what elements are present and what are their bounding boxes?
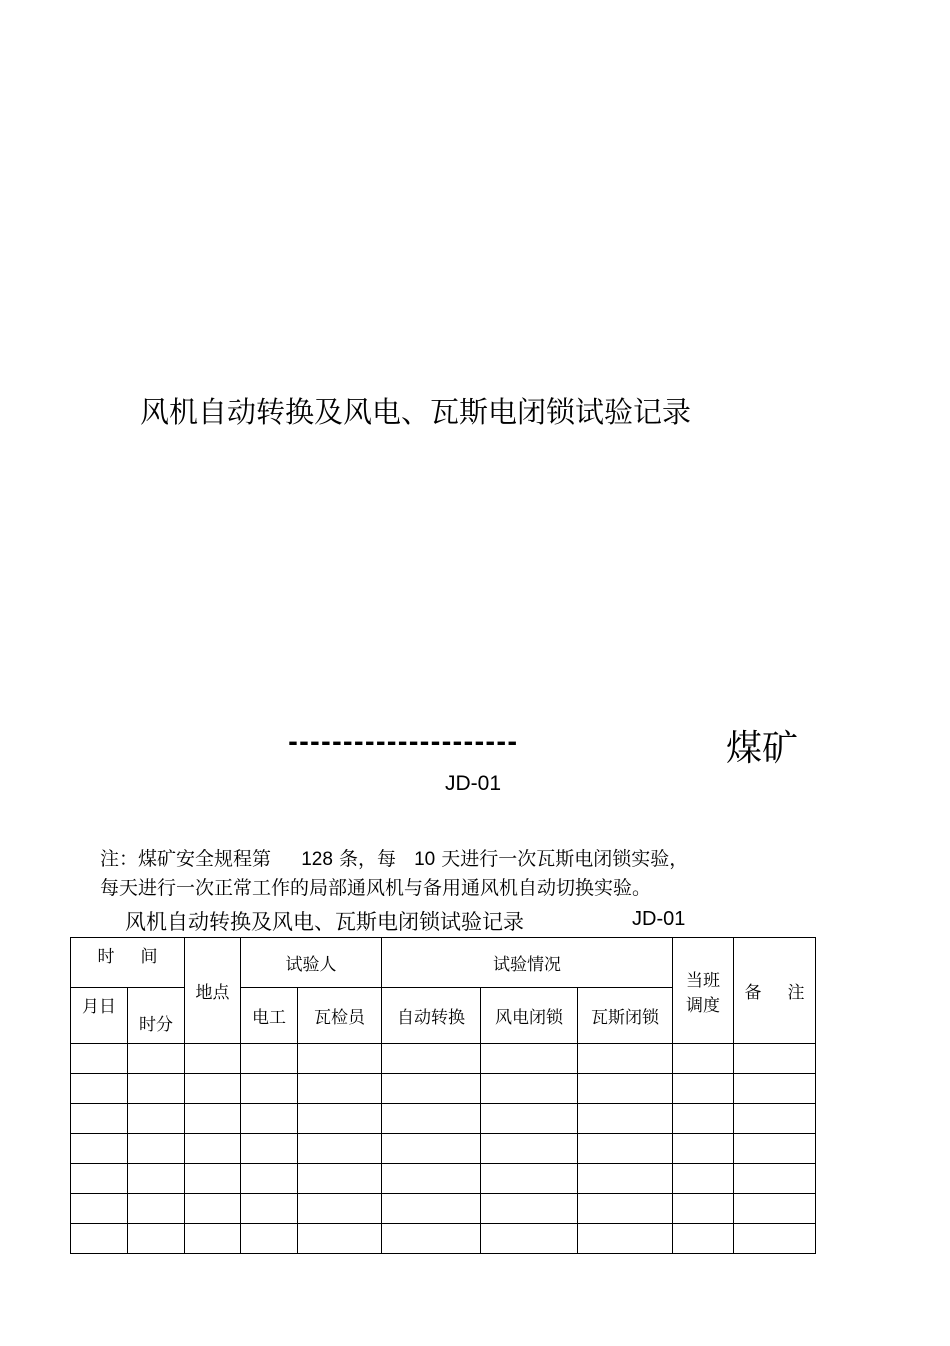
table-cell[interactable] xyxy=(71,1134,128,1164)
table-cell[interactable] xyxy=(128,1104,185,1134)
table-cell[interactable] xyxy=(298,1194,382,1224)
table-cell[interactable] xyxy=(241,1194,298,1224)
table-cell[interactable] xyxy=(578,1104,673,1134)
table-cell[interactable] xyxy=(241,1044,298,1074)
table-cell[interactable] xyxy=(185,1194,241,1224)
header-hour-minute: 时分 xyxy=(128,988,185,1044)
table-cell[interactable] xyxy=(673,1074,734,1104)
table-cell[interactable] xyxy=(481,1134,578,1164)
table-cell[interactable] xyxy=(298,1164,382,1194)
header-time: 时 间 xyxy=(71,938,185,988)
table-cell[interactable] xyxy=(734,1074,816,1104)
table-row xyxy=(71,1164,816,1194)
note-text: 条，每 xyxy=(338,848,396,870)
table-cell[interactable] xyxy=(673,1134,734,1164)
table-cell[interactable] xyxy=(298,1104,382,1134)
note-text: 注：煤矿安全规程第 xyxy=(100,848,272,870)
table-title: 风机自动转换及风电、瓦斯电闭锁试验记录 xyxy=(125,910,524,934)
table-cell[interactable] xyxy=(673,1104,734,1134)
table-row xyxy=(71,1224,816,1254)
table-cell[interactable] xyxy=(71,1104,128,1134)
table-cell[interactable] xyxy=(734,1134,816,1164)
header-dispatch: 当班 调度 xyxy=(673,938,734,1044)
table-cell[interactable] xyxy=(298,1224,382,1254)
table-row xyxy=(71,1134,816,1164)
table-cell[interactable] xyxy=(298,1134,382,1164)
table-cell[interactable] xyxy=(71,1044,128,1074)
table-cell[interactable] xyxy=(128,1134,185,1164)
table-cell[interactable] xyxy=(128,1194,185,1224)
table-row xyxy=(71,1044,816,1074)
table-cell[interactable] xyxy=(673,1164,734,1194)
table-cell[interactable] xyxy=(241,1134,298,1164)
table-cell[interactable] xyxy=(382,1104,481,1134)
table-cell[interactable] xyxy=(128,1074,185,1104)
table-cell[interactable] xyxy=(298,1044,382,1074)
table-cell[interactable] xyxy=(734,1224,816,1254)
table-code: JD-01 xyxy=(632,908,686,930)
note-line-2: 每天进行一次正常工作的局部通风机与备用通风机自动切换实验。 xyxy=(100,877,652,899)
table-cell[interactable] xyxy=(481,1074,578,1104)
table-cell[interactable] xyxy=(578,1074,673,1104)
header-test-status: 试验情况 xyxy=(382,938,673,988)
table-cell[interactable] xyxy=(382,1044,481,1074)
table-cell[interactable] xyxy=(185,1044,241,1074)
table-cell[interactable] xyxy=(673,1044,734,1074)
table-cell[interactable] xyxy=(578,1194,673,1224)
note-text: 天进行一次瓦斯电闭锁实验， xyxy=(441,848,689,870)
table-cell[interactable] xyxy=(71,1164,128,1194)
note-day-interval: 10 xyxy=(414,849,436,870)
table-cell[interactable] xyxy=(241,1104,298,1134)
header-location: 地点 xyxy=(185,938,241,1044)
table-cell[interactable] xyxy=(71,1074,128,1104)
header-tester: 试验人 xyxy=(241,938,382,988)
table-row xyxy=(71,1194,816,1224)
table-cell[interactable] xyxy=(185,1224,241,1254)
mine-suffix: 煤矿 xyxy=(726,728,799,769)
table-cell[interactable] xyxy=(382,1224,481,1254)
table-cell[interactable] xyxy=(578,1044,673,1074)
table-row xyxy=(71,1074,816,1104)
table-cell[interactable] xyxy=(734,1044,816,1074)
table-cell[interactable] xyxy=(185,1074,241,1104)
cover-title: 风机自动转换及风电、瓦斯电闭锁试验记录 xyxy=(140,395,692,429)
table-cell[interactable] xyxy=(128,1224,185,1254)
table-cell[interactable] xyxy=(241,1224,298,1254)
table-cell[interactable] xyxy=(185,1104,241,1134)
table-cell[interactable] xyxy=(734,1194,816,1224)
table-cell[interactable] xyxy=(71,1194,128,1224)
header-electrician: 电工 xyxy=(241,988,298,1044)
table-cell[interactable] xyxy=(71,1224,128,1254)
note-paragraph xyxy=(100,845,688,903)
table-cell[interactable] xyxy=(382,1194,481,1224)
table-cell[interactable] xyxy=(734,1164,816,1194)
header-gas-inspector: 瓦检员 xyxy=(298,988,382,1044)
table-cell[interactable] xyxy=(382,1074,481,1104)
table-cell[interactable] xyxy=(481,1044,578,1074)
record-table xyxy=(70,937,816,1254)
mine-name-blank: --------------------- xyxy=(288,728,519,756)
table-cell[interactable] xyxy=(241,1164,298,1194)
table-cell[interactable] xyxy=(481,1194,578,1224)
table-row xyxy=(71,1104,816,1134)
header-remarks: 备 注 xyxy=(734,938,816,1044)
table-cell[interactable] xyxy=(578,1224,673,1254)
table-cell[interactable] xyxy=(673,1224,734,1254)
table-cell[interactable] xyxy=(241,1074,298,1104)
table-cell[interactable] xyxy=(578,1134,673,1164)
table-cell[interactable] xyxy=(481,1164,578,1194)
table-cell[interactable] xyxy=(578,1164,673,1194)
table-cell[interactable] xyxy=(128,1044,185,1074)
table-cell[interactable] xyxy=(185,1134,241,1164)
table-cell[interactable] xyxy=(185,1164,241,1194)
table-cell[interactable] xyxy=(382,1164,481,1194)
note-article-number: 128 xyxy=(301,849,333,870)
note-line-1 xyxy=(100,845,688,874)
table-cell[interactable] xyxy=(382,1134,481,1164)
header-month-day: 月日 xyxy=(71,988,128,1044)
table-cell[interactable] xyxy=(734,1104,816,1134)
header-row-1 xyxy=(71,938,816,988)
header-auto-switch: 自动转换 xyxy=(382,988,481,1044)
table-cell[interactable] xyxy=(298,1074,382,1104)
header-gas-power-lock: 瓦斯闭锁 xyxy=(578,988,673,1044)
table-cell[interactable] xyxy=(128,1164,185,1194)
header-wind-power-lock: 风电闭锁 xyxy=(481,988,578,1044)
table-cell[interactable] xyxy=(481,1224,578,1254)
document-code: JD-01 xyxy=(445,772,502,795)
table-cell[interactable] xyxy=(673,1194,734,1224)
table-cell[interactable] xyxy=(481,1104,578,1134)
